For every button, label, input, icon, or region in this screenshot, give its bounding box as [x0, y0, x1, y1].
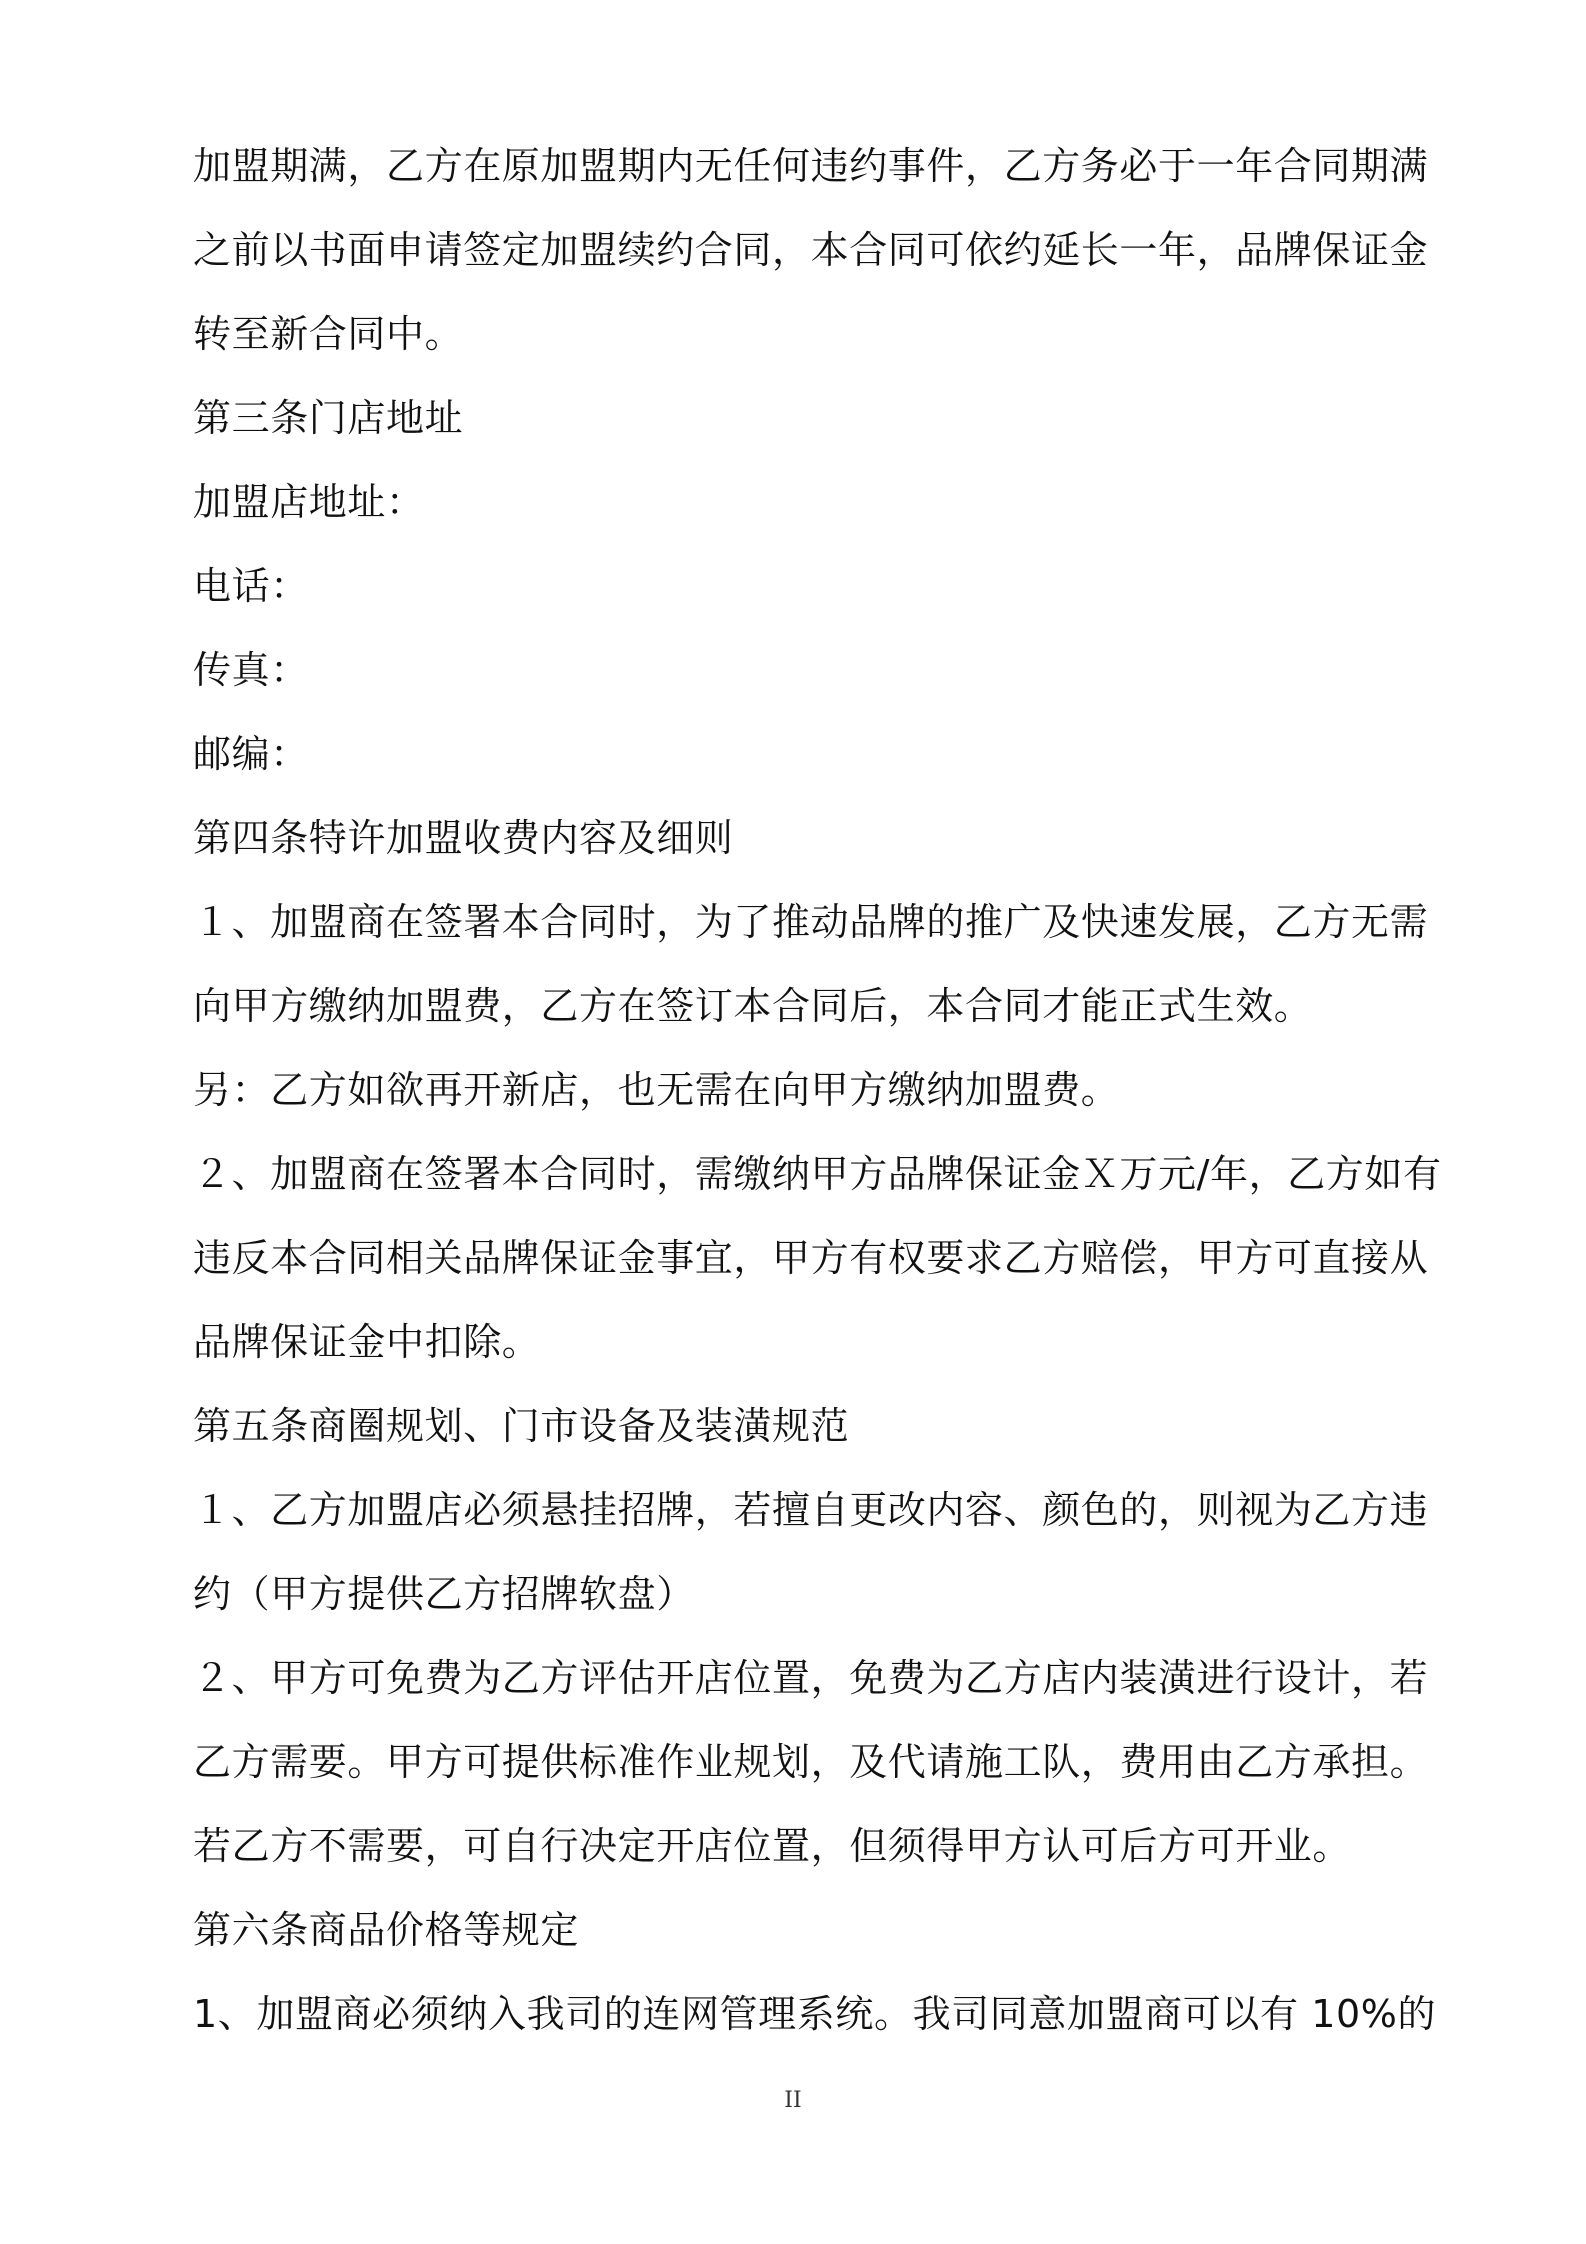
- section-heading: 第五条商圈规划、门市设备及装潢规范: [193, 1404, 850, 1448]
- section-heading: 第四条特许加盟收费内容及细则: [193, 816, 734, 860]
- page-number: II: [784, 2088, 802, 2113]
- text-line: 转至新合同中。: [193, 312, 464, 356]
- text-line: 之前以书面申请签定加盟续约合同，本合同可依约延长一年，品牌保证金: [193, 228, 1429, 272]
- text-line: １、乙方加盟店必须悬挂招牌，若擅自更改内容、颜色的，则视为乙方违: [193, 1488, 1429, 1532]
- section-heading: 第六条商品价格等规定: [193, 1908, 580, 1952]
- field-label: 传真：: [193, 648, 309, 692]
- field-label: 电话：: [193, 564, 309, 608]
- text-line: 品牌保证金中扣除。: [193, 1320, 541, 1364]
- text-line: 1、加盟商必须纳入我司的连网管理系统。我司同意加盟商可以有 10%的: [193, 1992, 1437, 2036]
- field-label: 邮编：: [193, 732, 309, 776]
- text-line: ２、甲方可免费为乙方评估开店位置，免费为乙方店内装潢进行设计，若: [193, 1656, 1429, 1700]
- text-line: １、加盟商在签署本合同时，为了推动品牌的推广及快速发展，乙方无需: [193, 900, 1429, 944]
- field-label: 加盟店地址：: [193, 480, 425, 524]
- text-line: 向甲方缴纳加盟费，乙方在签订本合同后，本合同才能正式生效。: [193, 984, 1313, 1028]
- section-heading: 第三条门店地址: [193, 396, 464, 440]
- document-body: [193, 124, 1442, 2056]
- text-line: 违反本合同相关品牌保证金事宜，甲方有权要求乙方赔偿，甲方可直接从: [193, 1236, 1429, 1280]
- text-line: 若乙方不需要，可自行决定开店位置，但须得甲方认可后方可开业。: [193, 1824, 1352, 1868]
- text-line: 另：乙方如欲再开新店，也无需在向甲方缴纳加盟费。: [193, 1068, 1120, 1112]
- text-line: 约（甲方提供乙方招牌软盘）: [193, 1572, 695, 1616]
- text-line: 乙方需要。甲方可提供标准作业规划，及代请施工队，费用由乙方承担。: [193, 1740, 1429, 1784]
- text-line: 加盟期满，乙方在原加盟期内无任何违约事件，乙方务必于一年合同期满: [193, 144, 1429, 188]
- text-line: ２、加盟商在签署本合同时，需缴纳甲方品牌保证金Ｘ万元/年，乙方如有: [193, 1152, 1442, 1196]
